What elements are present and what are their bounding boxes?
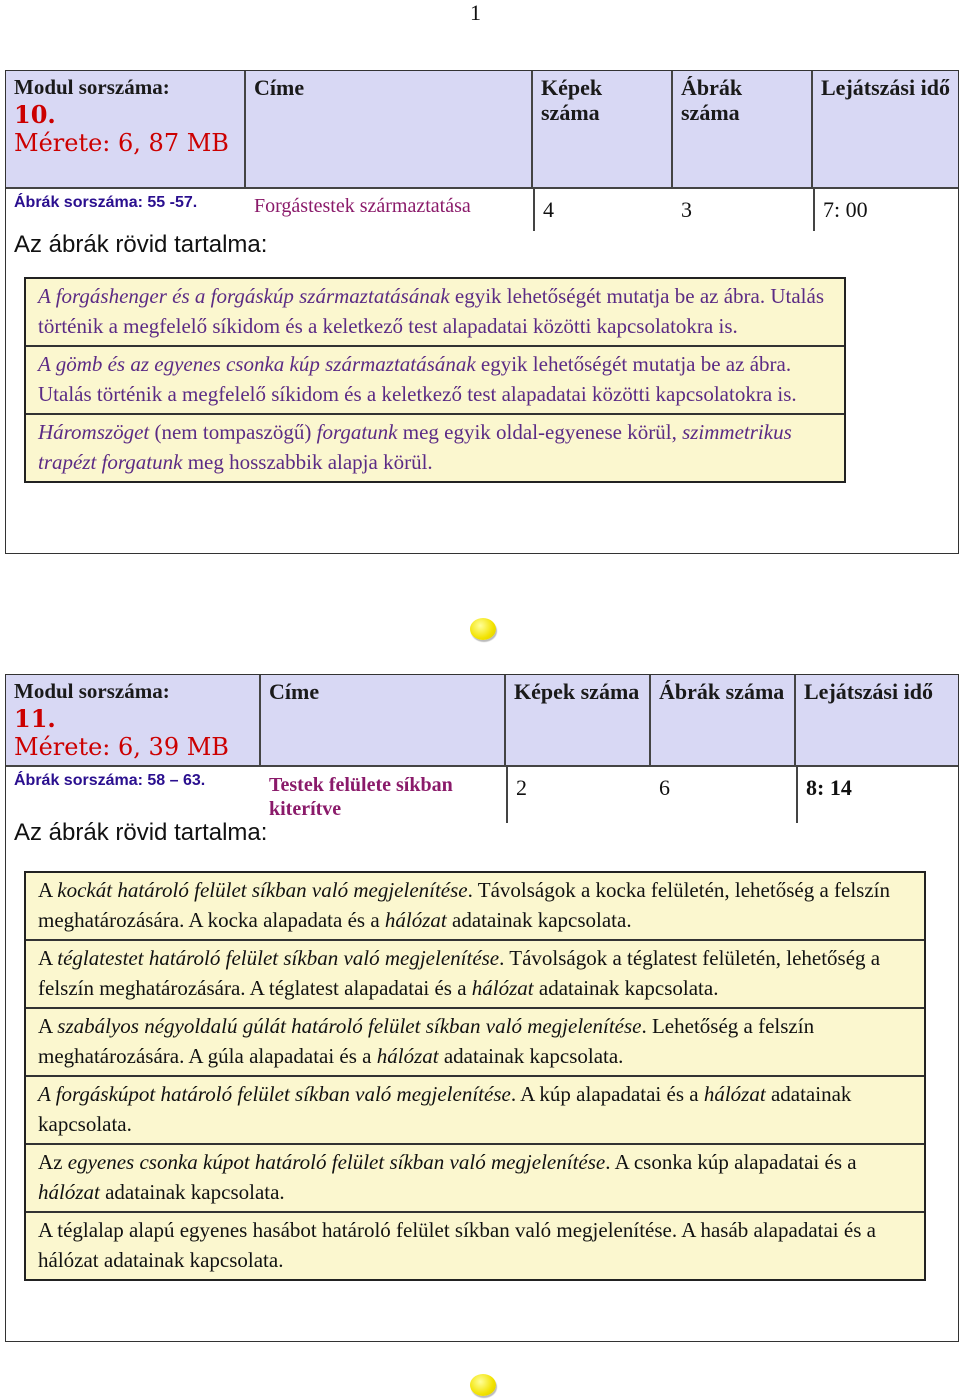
description-item: A téglalap alapú egyenes hasábot határoló felület síkban való megjelenítése. A hasáb alapadatai és a hálózat adatainak kapcsolata.	[38, 1218, 876, 1272]
description-box	[24, 277, 846, 483]
decorative-bullet	[470, 1374, 496, 1396]
module-size: Mérete: 6, 39 MB	[14, 733, 229, 761]
figure-range: Ábrák sorszáma: 58 – 63.	[14, 772, 206, 789]
page-number: 1	[470, 0, 481, 25]
module-card-11	[5, 674, 959, 1342]
description-item: Az egyenes csonka kúpot határoló felület síkban való megjelenítése. A csonka kúp alapadatai és a hálózat adatainak kapcsolata.	[26, 1145, 924, 1213]
col-images-header: Képek száma	[506, 675, 651, 767]
description-item: A gömb és az egyenes csonka kúp származtatásának egyik lehetőségét mutatja be az ábra. Utalás történik a megfelelő síkidom és a keletkező test alapadatai közötti kapcsolatokra is.	[26, 347, 844, 415]
summary-heading: Az ábrák rövid tartalma:	[14, 231, 268, 258]
module-header	[6, 675, 958, 767]
figures-count: 6	[659, 775, 670, 800]
summary-heading: Az ábrák rövid tartalma:	[14, 819, 268, 846]
play-time: 8: 14	[796, 767, 958, 823]
play-time: 7: 00	[813, 189, 958, 231]
description-box	[24, 871, 926, 1281]
module-values-row	[6, 767, 958, 819]
col-figures-header: Ábrák száma	[651, 675, 796, 767]
module-card-10	[5, 70, 959, 554]
module-title: Forgástestek származtatása	[254, 195, 471, 217]
description-item: A szabályos négyoldalú gúlát határoló felület síkban való megjelenítése. Lehetőség a felszín meghatározására. A gúla alapadatai és a hálózat adatainak kapcsolata.	[26, 1009, 924, 1077]
figures-count: 3	[681, 197, 692, 222]
col-title-header: Címe	[246, 71, 533, 189]
module-id-cell	[6, 71, 246, 189]
col-time-header: Lejátszási idő	[796, 675, 958, 767]
module-number: 10.	[14, 100, 56, 129]
description-item: A forgáshenger és a forgáskúp származtatásának egyik lehetőségét mutatja be az ábra. Utalás történik a megfelelő síkidom és a keletkező test alapadatai közötti kapcsolatokra is.	[26, 279, 844, 347]
module-number-label: Modul sorszáma:	[14, 679, 170, 703]
module-number: 11.	[14, 704, 56, 733]
module-values-row	[6, 189, 958, 231]
module-number-label: Modul sorszáma:	[14, 75, 170, 99]
images-count: 4	[533, 189, 673, 231]
module-header	[6, 71, 958, 189]
figure-range: Ábrák sorszáma: 55 -57.	[14, 194, 198, 211]
col-figures-header: Ábrák száma	[673, 71, 813, 189]
module-id-cell	[6, 675, 261, 767]
col-images-header: Képek száma	[533, 71, 673, 189]
module-size: Mérete: 6, 87 MB	[14, 129, 229, 157]
decorative-bullet	[470, 618, 496, 640]
description-item: A forgáskúpot határoló felület síkban való megjelenítése. A kúp alapadatai és a hálózat adatainak kapcsolata.	[26, 1077, 924, 1145]
description-item: Háromszöget (nem tompaszögű) forgatunk meg egyik oldal-egyenese körül, szimmetrikus trapézt forgatunk meg hosszabbik alapja körül.	[38, 420, 792, 474]
module-title: Testek felülete síkban kiterítve	[269, 774, 453, 820]
col-title-header: Címe	[261, 675, 506, 767]
description-item: A téglatestet határoló felület síkban való megjelenítése. Távolságok a téglatest felületén, lehetőség a felszín meghatározására. A téglatest alapadatai és a hálózat adatainak kapcsolata.	[26, 941, 924, 1009]
col-time-header: Lejátszási idő	[813, 71, 958, 189]
description-item: A kockát határoló felület síkban való megjelenítése. Távolságok a kocka felületén, lehetőség a felszín meghatározására. A kocka alapadata és a hálózat adatainak kapcsolata.	[26, 873, 924, 941]
images-count: 2	[506, 767, 651, 823]
